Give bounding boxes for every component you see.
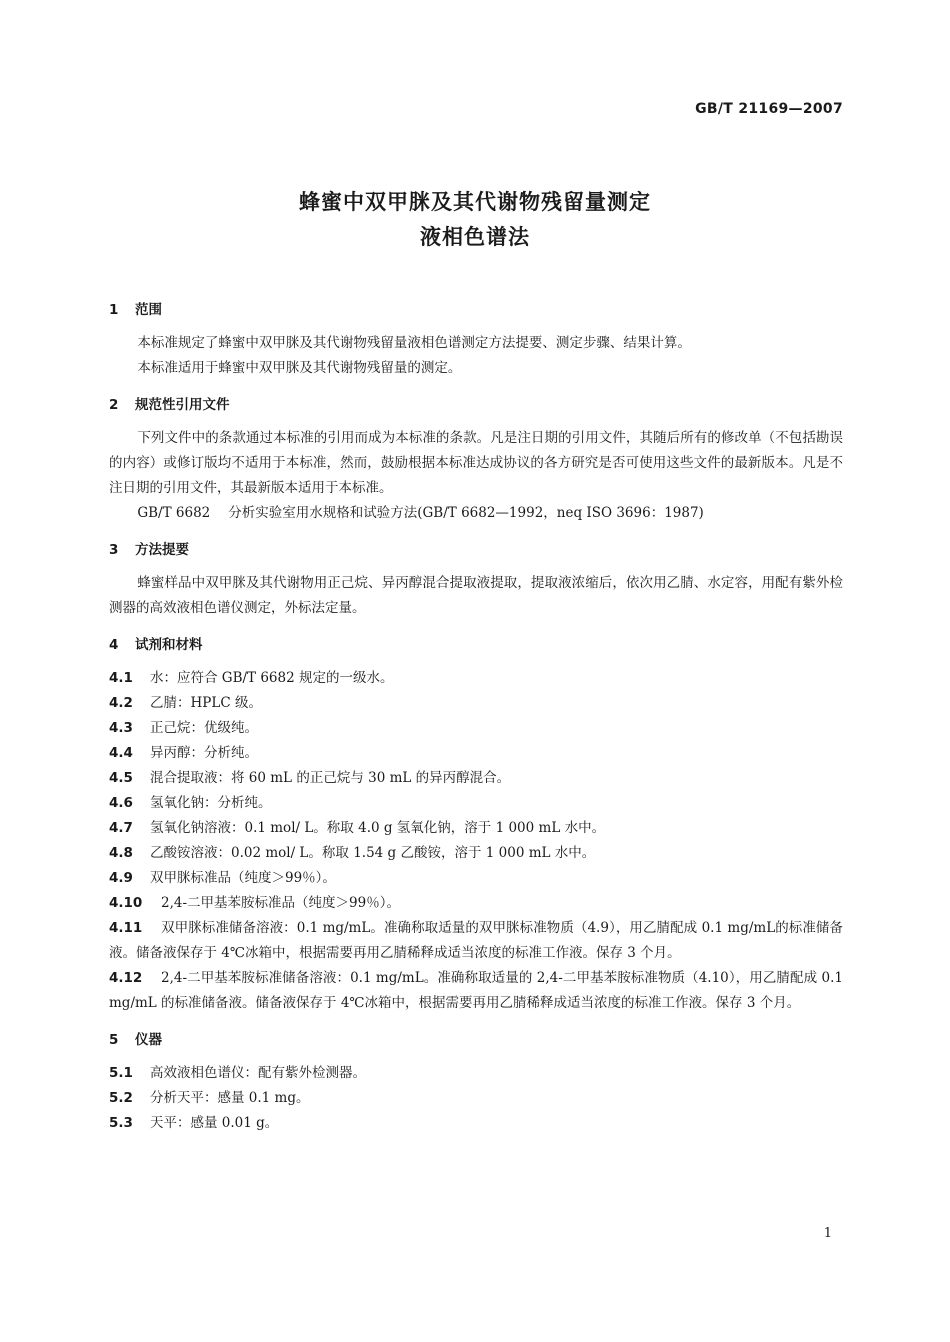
item-number: 4.11 xyxy=(109,920,143,936)
item-text: 乙酸铵溶液：0.02 mol/ L。称取 1.54 g 乙酸铵，溶于 1 000 mL 水中。 xyxy=(150,845,596,861)
item-text: 双甲脒标准储备溶液：0.1 mg/mL。准确称取适量的双甲脒标准物质（4.9），用乙腈配成 0.1 mg/mL的标准储备液。储备液保存于 4℃冰箱中，根据需要再用乙腈稀释成适当浓度的标准工作液。保存 3 个月。 xyxy=(109,920,843,961)
item-text: 双甲脒标准品（纯度＞99％）。 xyxy=(150,870,336,886)
item-number: 4.2 xyxy=(109,695,133,711)
section-title: 规范性引用文件 xyxy=(135,397,230,413)
item-text: 水：应符合 GB/T 6682 规定的一级水。 xyxy=(150,670,394,686)
item-number: 5.1 xyxy=(109,1065,133,1081)
list-item xyxy=(109,866,843,891)
list-item xyxy=(109,666,843,691)
list-item xyxy=(109,716,843,741)
list-item xyxy=(109,841,843,866)
list-item xyxy=(109,816,843,841)
list-item xyxy=(109,966,843,1016)
standard-code: GB/T 21169—2007 xyxy=(695,101,843,117)
item-text: 高效液相色谱仪：配有紫外检测器。 xyxy=(150,1065,366,1081)
section-number: 4 xyxy=(109,637,119,653)
item-number: 4.6 xyxy=(109,795,133,811)
list-item xyxy=(109,891,843,916)
list-item xyxy=(109,766,843,791)
item-number: 4.4 xyxy=(109,745,133,761)
item-text: 天平：感量 0.01 g。 xyxy=(150,1115,279,1131)
list-item xyxy=(109,916,843,966)
item-number: 4.1 xyxy=(109,670,133,686)
item-text: 2,4-二甲基苯胺标准品（纯度＞99％）。 xyxy=(161,895,400,911)
document-title: 蜂蜜中双甲脒及其代谢物残留量测定 xyxy=(299,190,651,214)
item-number: 4.8 xyxy=(109,845,133,861)
list-item xyxy=(109,1061,843,1086)
page-number: 1 xyxy=(823,1226,832,1241)
section-5-heading xyxy=(109,1028,843,1053)
section-number: 1 xyxy=(109,302,119,318)
item-number: 4.10 xyxy=(109,895,143,911)
section-2-heading xyxy=(109,393,843,418)
section-number: 3 xyxy=(109,542,119,558)
reference-code: GB/T 6682 xyxy=(137,505,211,521)
item-text: 氢氧化钠：分析纯。 xyxy=(150,795,272,811)
item-number: 5.3 xyxy=(109,1115,133,1131)
section-title: 范围 xyxy=(135,302,162,318)
item-text: 混合提取液：将 60 mL 的正己烷与 30 mL 的异丙醇混合。 xyxy=(150,770,511,786)
list-item xyxy=(109,1086,843,1111)
item-number: 5.2 xyxy=(109,1090,133,1106)
section-number: 5 xyxy=(109,1032,119,1048)
paragraph: 蜂蜜样品中双甲脒及其代谢物用正己烷、异丙醇混合提取液提取，提取液浓缩后，依次用乙腈、水定容，用配有紫外检测器的高效液相色谱仪测定，外标法定量。 xyxy=(109,575,843,616)
item-number: 4.7 xyxy=(109,820,133,836)
paragraph: 本标准适用于蜂蜜中双甲脒及其代谢物残留量的测定。 xyxy=(137,360,462,376)
item-text: 乙腈：HPLC 级。 xyxy=(150,695,262,711)
section-3-heading xyxy=(109,538,843,563)
list-item xyxy=(109,1111,843,1136)
item-text: 异丙醇：分析纯。 xyxy=(150,745,258,761)
list-item xyxy=(109,691,843,716)
reference-title: 分析实验室用水规格和试验方法(GB/T 6682—1992，neq ISO 3696：1987) xyxy=(228,505,704,521)
section-title: 试剂和材料 xyxy=(135,637,203,653)
item-number: 4.3 xyxy=(109,720,133,736)
section-number: 2 xyxy=(109,397,119,413)
list-item xyxy=(109,791,843,816)
item-text: 氢氧化钠溶液：0.1 mol/ L。称取 4.0 g 氢氧化钠，溶于 1 000 mL 水中。 xyxy=(150,820,606,836)
item-text: 正己烷：优级纯。 xyxy=(150,720,258,736)
document-body xyxy=(109,298,843,1136)
item-number: 4.12 xyxy=(109,970,143,986)
item-number: 4.5 xyxy=(109,770,133,786)
paragraph: 下列文件中的条款通过本标准的引用而成为本标准的条款。凡是注日期的引用文件，其随后所有的修改单（不包括勘误的内容）或修订版均不适用于本标准，然而，鼓励根据本标准达成协议的各方研究是否可使用这些文件的最新版本。凡是不注日期的引用文件，其最新版本适用于本标准。 xyxy=(109,430,843,496)
item-number: 4.9 xyxy=(109,870,133,886)
normative-reference xyxy=(109,501,843,526)
item-text: 分析天平：感量 0.1 mg。 xyxy=(150,1090,310,1106)
item-text: 2,4-二甲基苯胺标准储备溶液：0.1 mg/mL。准确称取适量的 2,4-二甲基苯胺标准物质（4.10），用乙腈配成 0.1 mg/mL 的标准储备液。储备液保存于 4℃冰箱中，根据需要再用乙腈稀释成适当浓度的标准工作液。保存 3 个月。 xyxy=(109,970,843,1011)
section-4-heading xyxy=(109,633,843,658)
document-subtitle: 液相色谱法 xyxy=(420,225,530,249)
section-title: 方法提要 xyxy=(135,542,189,558)
list-item xyxy=(109,741,843,766)
paragraph: 本标准规定了蜂蜜中双甲脒及其代谢物残留量液相色谱测定方法提要、测定步骤、结果计算。 xyxy=(137,335,691,351)
section-title: 仪器 xyxy=(135,1032,162,1048)
section-1-heading xyxy=(109,298,843,323)
